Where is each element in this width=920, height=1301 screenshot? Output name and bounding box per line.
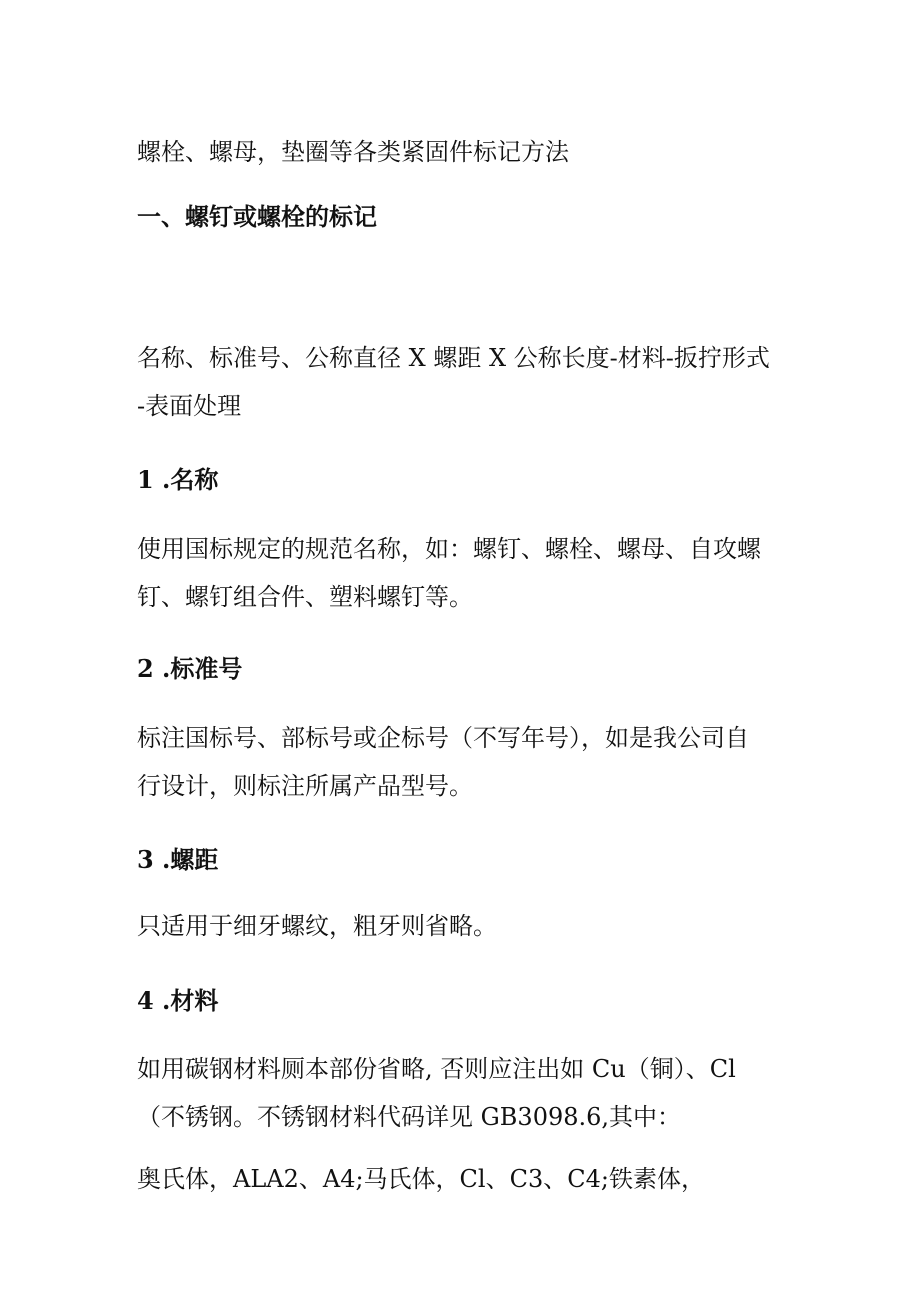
format-paragraph — [137, 334, 797, 430]
format-line-2: -表面处理 — [137, 392, 242, 420]
item-paragraph-1 — [137, 525, 797, 621]
document-title: 螺栓、螺母，垫圈等各类紧固件标记方法 — [137, 138, 569, 166]
item4-line-2: （不锈钢。不锈钢材料代码详见 GB3098.6,其中： — [137, 1103, 682, 1131]
item-heading-1: 1 .名称 — [137, 465, 219, 494]
format-line-1: 名称、标准号、公称直径 X 螺距 X 公称长度-材料-扳拧形式 — [137, 344, 770, 372]
item4-line-1: 如用碳钢材料厕本部份省略, 否则应注出如 Cu（铜）、Cl — [137, 1055, 736, 1083]
item2-line-2: 行设计，则标注所属产品型号。 — [137, 772, 473, 800]
item1-line-1: 使用国标规定的规范名称，如：螺钉、螺栓、螺母、自攻螺 — [137, 535, 761, 563]
item4-line-3: 奥氏体，ALA2、A4;马氏体，Cl、C3、C4;铁素体， — [137, 1165, 705, 1193]
item1-line-2: 钉、螺钉组合件、塑料螺钉等。 — [137, 583, 473, 611]
item-heading-3: 3 .螺距 — [137, 845, 219, 874]
item2-line-1: 标注国标号、部标号或企标号（不写年号），如是我公司自 — [137, 724, 749, 752]
item3-line-1: 只适用于细牙螺纹，粗牙则省略。 — [137, 912, 497, 940]
item-paragraph-4 — [137, 1045, 797, 1141]
item-heading-4: 4 .材料 — [137, 986, 219, 1015]
item-paragraph-2 — [137, 714, 797, 810]
section-heading-1: 一、螺钉或螺栓的标记 — [137, 202, 377, 231]
item-heading-2: 2 .标准号 — [137, 654, 243, 683]
